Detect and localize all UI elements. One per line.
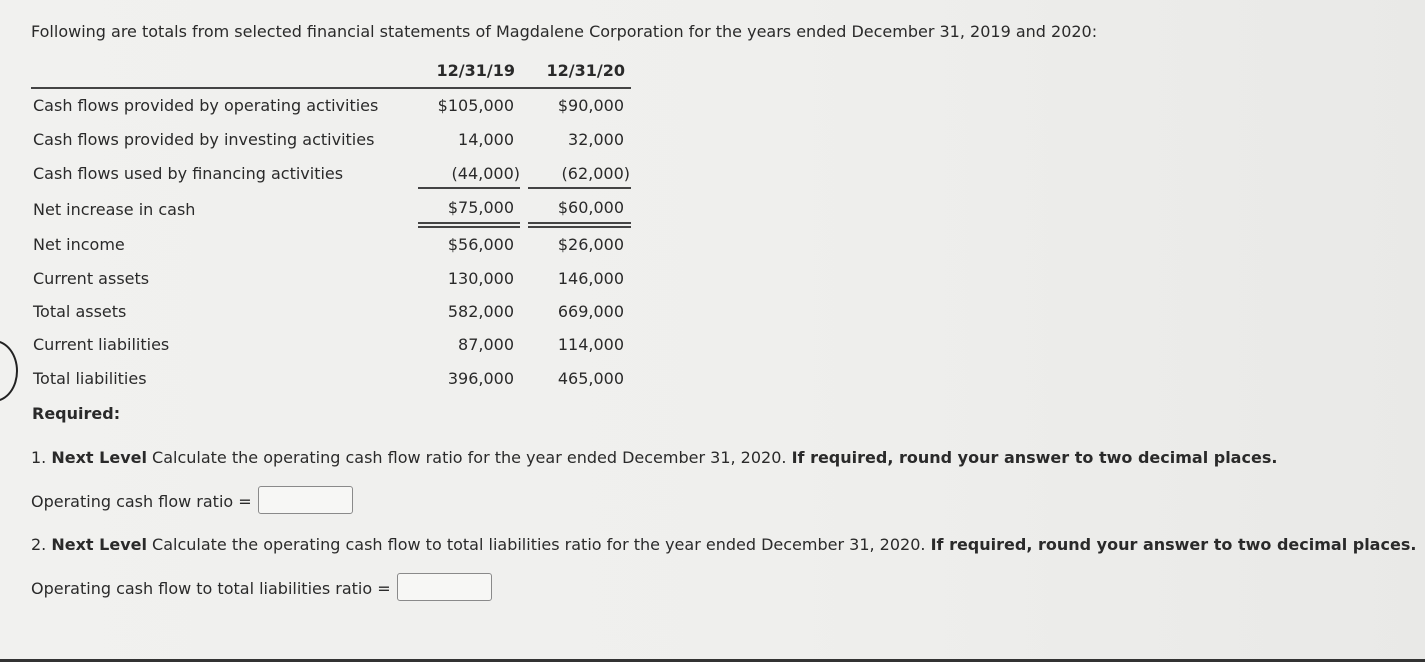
value-operating-2019: $105,000 xyxy=(437,96,514,115)
value-net-income-2019: $56,000 xyxy=(447,235,514,254)
question-2-number: 2. xyxy=(31,535,47,554)
header-rule xyxy=(31,87,631,89)
column-header-2019: 12/31/19 xyxy=(436,61,515,80)
row-label-net-income: Net income xyxy=(33,235,125,254)
answer-1-label: Operating cash flow ratio = xyxy=(31,492,252,511)
value-current-liabilities-2019: 87,000 xyxy=(458,335,514,354)
value-operating-2020: $90,000 xyxy=(557,96,624,115)
intro-text: Following are totals from selected financial statements of Magdalene Corporation for the years ended December 31, 2019 and 2020: xyxy=(31,22,1098,41)
question-1-level: Next Level xyxy=(51,448,147,467)
subtotal-rule-2019 xyxy=(418,187,520,189)
row-label-investing: Cash flows provided by investing activities xyxy=(33,130,375,149)
row-label-operating: Cash flows provided by operating activities xyxy=(33,96,379,115)
row-label-total-assets: Total assets xyxy=(33,302,127,321)
question-2-text: Calculate the operating cash flow to total liabilities ratio for the year ended December 31, 2020. xyxy=(152,535,926,554)
value-total-liabilities-2019: 396,000 xyxy=(447,369,514,388)
value-net-income-2020: $26,000 xyxy=(557,235,624,254)
required-heading: Required: xyxy=(32,404,121,423)
question-2 xyxy=(31,535,1416,554)
left-edge-arc xyxy=(0,340,18,402)
value-net-increase-2019: $75,000 xyxy=(447,198,514,217)
value-total-assets-2020: 669,000 xyxy=(557,302,624,321)
value-investing-2019: 14,000 xyxy=(458,130,514,149)
question-2-level: Next Level xyxy=(51,535,147,554)
total-double-rule-2020b xyxy=(528,226,631,228)
row-label-current-liabilities: Current liabilities xyxy=(33,335,170,354)
value-current-liabilities-2020: 114,000 xyxy=(557,335,624,354)
answer-2-input[interactable] xyxy=(397,573,492,601)
answer-2-label: Operating cash flow to total liabilities ratio = xyxy=(31,579,391,598)
row-label-current-assets: Current assets xyxy=(33,269,150,288)
question-1-instruction: If required, round your answer to two decimal places. xyxy=(791,448,1278,467)
answer-1-input[interactable] xyxy=(258,486,353,514)
value-investing-2020: 32,000 xyxy=(568,130,624,149)
value-total-liabilities-2020: 465,000 xyxy=(557,369,624,388)
row-label-financing: Cash flows used by financing activities xyxy=(33,164,344,183)
question-1-text: Calculate the operating cash flow ratio for the year ended December 31, 2020. xyxy=(152,448,787,467)
value-financing-2019: (44,000) xyxy=(451,164,520,183)
question-1-number: 1. xyxy=(31,448,47,467)
question-2-instruction: If required, round your answer to two decimal places. xyxy=(930,535,1417,554)
question-1 xyxy=(31,448,1277,467)
column-header-2020: 12/31/20 xyxy=(546,61,625,80)
total-double-rule-2019a xyxy=(418,222,520,224)
value-current-assets-2019: 130,000 xyxy=(447,269,514,288)
subtotal-rule-2020 xyxy=(528,187,631,189)
total-double-rule-2019b xyxy=(418,226,520,228)
value-financing-2020: (62,000) xyxy=(561,164,630,183)
value-current-assets-2020: 146,000 xyxy=(557,269,624,288)
row-label-total-liabilities: Total liabilities xyxy=(33,369,147,388)
value-net-increase-2020: $60,000 xyxy=(557,198,624,217)
value-total-assets-2019: 582,000 xyxy=(447,302,514,321)
row-label-net-increase: Net increase in cash xyxy=(33,200,196,219)
total-double-rule-2020a xyxy=(528,222,631,224)
